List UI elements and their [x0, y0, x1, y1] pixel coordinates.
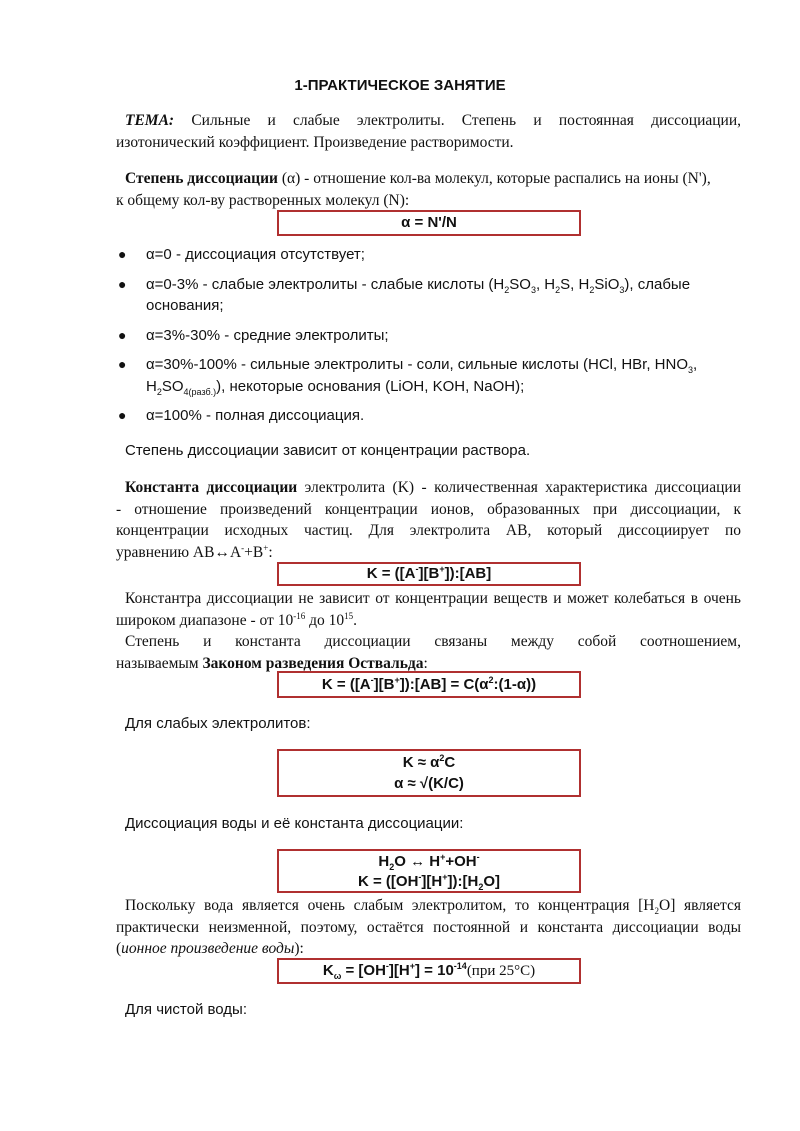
degree-paragraph [116, 168, 741, 211]
constant-formula-box: K = ([A-][B+]):[AB] [277, 562, 581, 586]
ostwald-law: Законом разведения Оствальда [202, 654, 424, 672]
bullet-icon: ● [118, 407, 127, 423]
bullet-icon: ● [118, 356, 127, 372]
list-item: ● α=30%-100% - сильные электролиты - соли, сильные кислоты (HCl, HBr, $HNO_3$, $H_2SO_{4(разб.)}$), некоторые основания (LiOH, KOH, NaOH); [118, 356, 698, 397]
degree-line2: к общему кол-ву растворенных молекул (N): [116, 191, 410, 209]
water-label: Диссоциация воды и её константа диссоциации: [125, 815, 464, 832]
list-item: ● α=0-3% - слабые электролиты - слабые кислоты ($H_2SO_3$, $H_2S$, $H_2SiO_3$), слабые основания; [118, 275, 691, 314]
page-title: 1-ПРАКТИЧЕСКОЕ ЗАНЯТИЕ [294, 77, 506, 94]
alpha-list [116, 244, 741, 427]
ionic-product-box: $K_\omega = [OH^-][H^+] = 10^{-14}(при$ 25°C) [277, 958, 581, 984]
pure-water-label: Для чистой воды: [125, 1001, 247, 1018]
ionic-product-paragraph: Поскольку вода является очень слабым электролитом, то концентрация $[H_2O]$ является практически неизменной, поэтому, остаётся постоянной и константа диссоциации воды (ионное произведение воды): [116, 897, 741, 957]
constant-term: Константа диссоциации [125, 479, 298, 496]
degree-formula-box [277, 210, 581, 236]
bullet-icon: ● [118, 246, 127, 262]
theme-label: ТЕМА: [125, 112, 175, 129]
weak-formula-box: $K \approx \alpha^2C$ α ≈ √(K/C) [277, 749, 581, 797]
ostwald-formula-box: K = ([A-][B+]):[AB] = $C(\alpha^2:(1-\alpha))$ [277, 671, 581, 698]
bullet-icon: ● [118, 326, 127, 343]
degree-line1: (α) - отношение кол-ва молекул, которые распались на ионы (N'), [277, 170, 711, 187]
list-item: ● α=100% - полная диссоциация. [116, 405, 741, 427]
list-item: ● α=0 - диссоциация отсутствует; [116, 244, 741, 266]
weak-label: Для слабых электролитов: [125, 715, 311, 732]
water-formula-box: $H_2O$ ↔ H++OH- $K = ([OH^-][H^+]):[H_2O]$ [277, 849, 581, 893]
theme-paragraph [116, 110, 741, 153]
degree-term: Степень диссоциации [125, 170, 278, 187]
constant-paragraph: Константа диссоциации электролита (K) - количественная характеристика диссоциации - отношение произведений концентрации ионов, образованных при диссоциации, к концентрации исходных частиц. Для электролита АВ, который диссоциирует по уравнению АВ↔А-+В+: [116, 479, 741, 561]
range-paragraph: Константра диссоциации не зависит от концентрации веществ и может колебаться в очень широком диапазоне - от $10^{-16}$ до $10^{15}$. [116, 590, 741, 629]
degree-formula: α = N'/N [401, 214, 457, 231]
bullet-icon: ● [118, 275, 127, 292]
ostwald-paragraph: Степень и константа диссоциации связаны между собой соотношением, называемым Законом разведения Оствальда: [116, 633, 741, 672]
concentration-note: Степень диссоциации зависит от концентрации раствора. [125, 442, 531, 459]
list-item: ● α=3%-30% - средние электролиты; [116, 325, 741, 347]
theme-line2: изотонический коэффициент. Произведение растворимости. [116, 133, 514, 151]
theme-line1: Сильные и слабые электролиты. Степень и постоянная диссоциации, [191, 112, 742, 129]
